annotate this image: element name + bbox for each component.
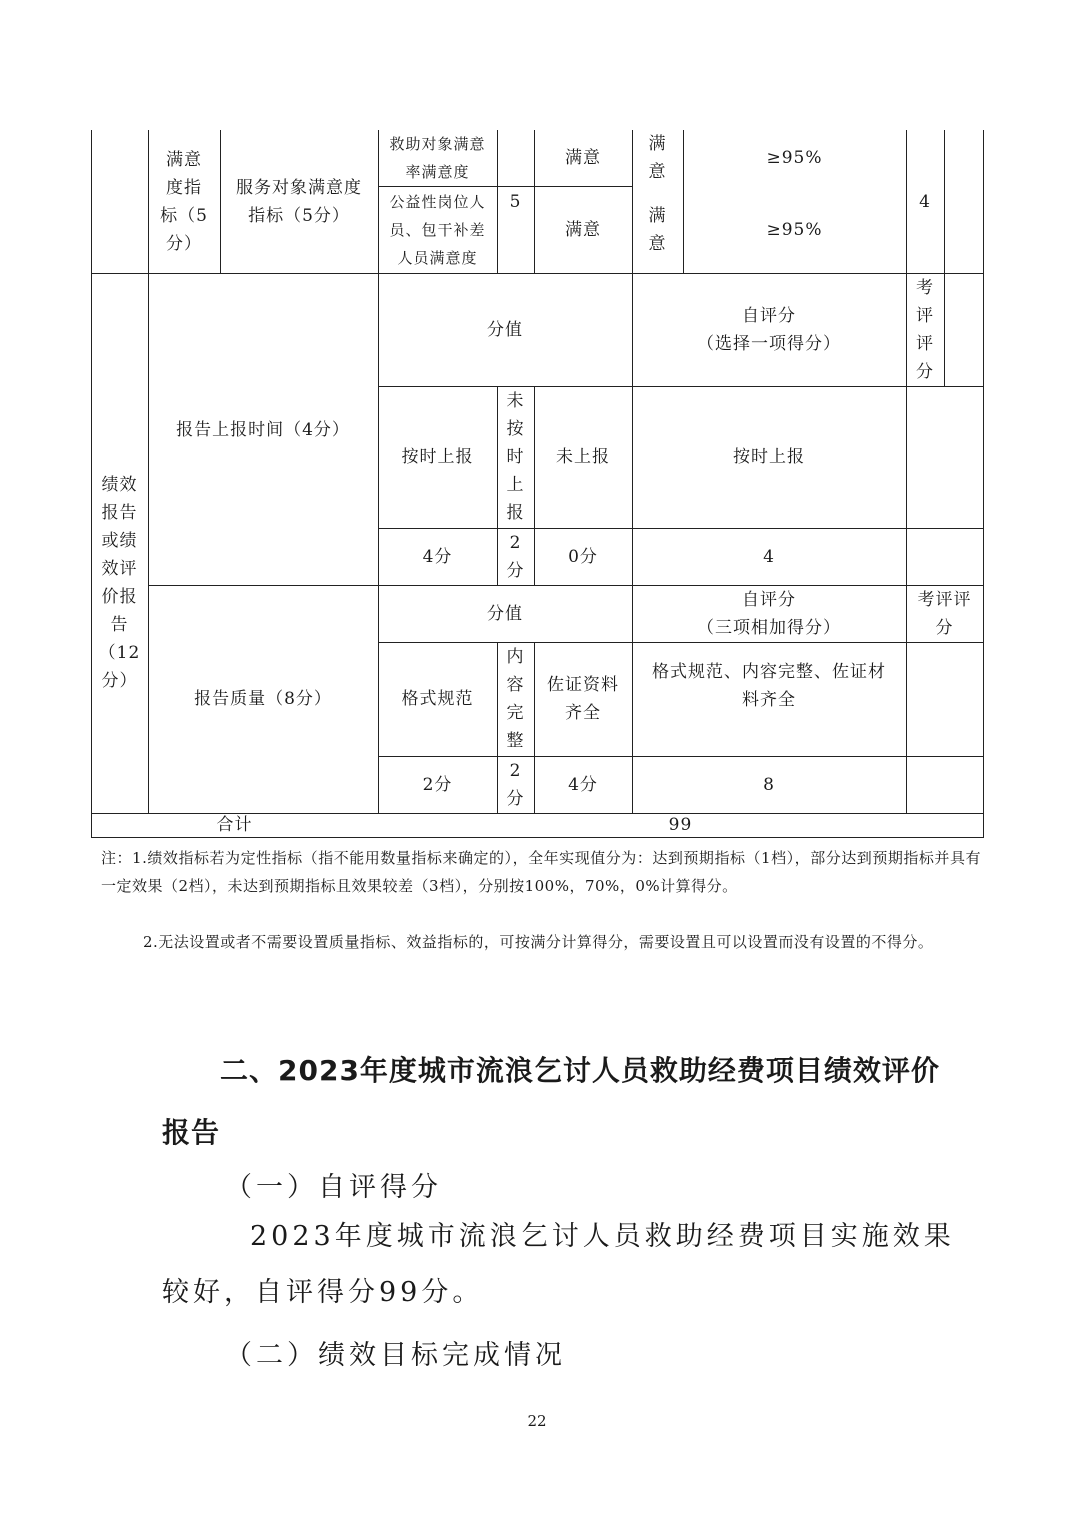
satisfaction-target: ≥95% — [766, 219, 823, 240]
satisfaction-item-name: 公益性岗位人 员、包干补差 人员满意度 — [389, 192, 486, 267]
satisfaction-level-vertical: 满 意 — [648, 205, 667, 254]
report-time-points: 2 分 — [506, 532, 525, 581]
report-time-value-header: 分值 — [487, 319, 523, 340]
report-quality-value-header: 分值 — [487, 603, 523, 624]
performance-score-table — [91, 130, 984, 835]
satisfaction-target: ≥95% — [766, 148, 823, 168]
report-quality-points: 4分 — [568, 774, 598, 795]
report-time-option: 未 按 时 上 报 — [506, 391, 525, 523]
self-score-paragraph — [162, 1209, 955, 1321]
satisfaction-weight: 5 — [509, 191, 522, 212]
satisfaction-item-name: 救助对象满意 率满意度 — [389, 135, 486, 181]
report-quality-option: 佐证资料 齐全 — [547, 675, 619, 723]
paragraph-line2: 较好，自评得分99分。 — [162, 1277, 484, 1308]
satisfaction-category: 满意 度指 标（5 分） — [160, 149, 208, 254]
report-time-points: 0分 — [568, 546, 598, 567]
report-quality-points: 2分 — [422, 774, 453, 795]
section-title — [162, 1040, 940, 1164]
paragraph-line1: 2023年度城市流浪乞讨人员救助经费项目实施效果 — [250, 1221, 955, 1252]
satisfaction-indicator: 服务对象满意度 指标（5分） — [236, 177, 362, 226]
satisfaction-level: 满意 — [565, 219, 601, 240]
report-category: 绩效 报告 或绩 效评 价报 告 （12 分） — [98, 475, 141, 691]
satisfaction-level: 满意 — [565, 148, 601, 168]
subheading-self-score: （一）自评得分 — [225, 1172, 442, 1203]
report-time-self-header: 自评分 （选择一项得分） — [697, 305, 841, 354]
report-time-option: 未上报 — [556, 447, 610, 467]
report-time-exam-header: 考 评 评 分 — [916, 277, 934, 382]
section-title-line1: 二、2023年度城市流浪乞讨人员救助经费项目绩效评价 — [220, 1054, 940, 1087]
report-time-selected: 按时上报 — [733, 447, 805, 467]
report-quality-label: 报告质量（8分） — [194, 689, 332, 709]
table-note-1: 注：1.绩效指标若为定性指标（指不能用数量指标来确定的），全年实现值分为：达到预期指标（1档），部分达到预期指标并具有一定效果（2档），未达到预期指标且效果较差（3档），分别按100%，70%，0%计算得分。 — [101, 849, 981, 895]
report-time-points: 4分 — [422, 546, 453, 567]
satisfaction-level-vertical: 满 意 — [648, 134, 667, 182]
total-label: 合计 — [216, 815, 253, 835]
report-quality-self-score: 8 — [763, 774, 775, 795]
section-title-line2: 报告 — [162, 1116, 221, 1149]
report-time-self-score: 4 — [763, 546, 775, 567]
report-quality-points: 2 分 — [506, 760, 525, 809]
page-number: 22 — [527, 1412, 547, 1430]
report-time-label: 报告上报时间（4分） — [176, 420, 350, 440]
report-quality-option: 格式规范 — [401, 689, 474, 709]
total-value: 99 — [668, 815, 693, 835]
table-note-2: 2.无法设置或者不需要设置质量指标、效益指标的，可按满分计算得分，需要设置且可以设置而没有设置的不得分。 — [143, 933, 934, 951]
satisfaction-score: 4 — [919, 191, 931, 212]
report-time-option: 按时上报 — [401, 447, 474, 467]
report-quality-self-header: 自评分 （三项相加得分） — [697, 589, 841, 638]
report-quality-selected: 格式规范、内容完整、佐证材 料齐全 — [652, 662, 886, 710]
report-quality-exam-header: 考评评 分 — [917, 589, 972, 638]
subheading-goal-completion: （二）绩效目标完成情况 — [225, 1340, 566, 1371]
report-quality-option: 内 容 完 整 — [506, 647, 525, 751]
